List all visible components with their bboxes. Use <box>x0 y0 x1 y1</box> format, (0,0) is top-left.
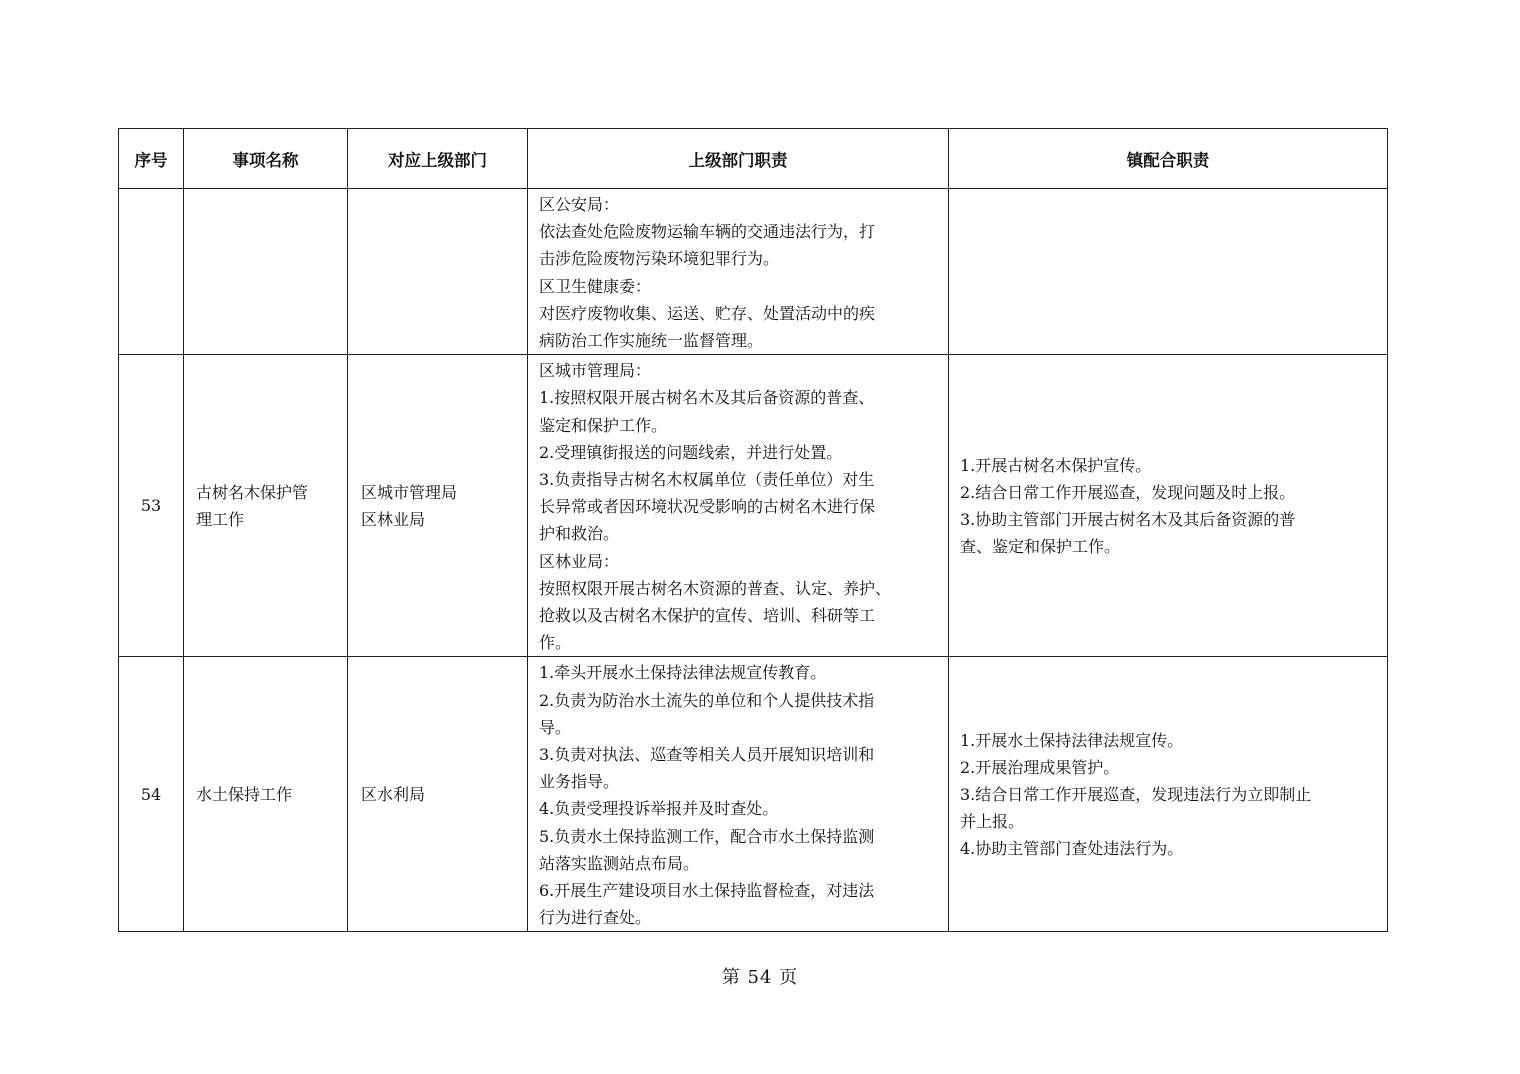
cell-town-duties <box>949 355 1388 657</box>
town-duty-line: 2.结合日常工作开展巡查，发现问题及时上报。 <box>960 482 1296 502</box>
upper-duty-line: 行为进行查处。 <box>539 908 652 928</box>
cell-serial-number <box>119 189 184 355</box>
town-duty-line: 4.协助主管部门查处违法行为。 <box>960 838 1184 858</box>
upper-duty-line: 业务指导。 <box>539 772 620 792</box>
upper-duty-line: 区公安局： <box>539 195 620 214</box>
upper-duty-line: 站落实监测站点布局。 <box>539 853 700 873</box>
duty-table <box>118 128 1388 932</box>
town-duty-line: 1.开展水土保持法律法规宣传。 <box>960 730 1184 750</box>
page-number: 第 54 页 <box>721 967 799 988</box>
town-duty-line: 并上报。 <box>960 811 1025 831</box>
upper-duty-line: 导。 <box>539 717 572 737</box>
table-row <box>119 355 1388 657</box>
item-name-line: 古树名木保护管 <box>196 482 309 502</box>
upper-duty-line: 1.牵头开展水土保持法律法规宣传教育。 <box>539 663 827 683</box>
upper-duty-line: 对医疗废物收集、运送、贮存、处置活动中的疾 <box>539 303 876 323</box>
upper-duty-line: 护和救治。 <box>539 524 620 544</box>
cell-item-name <box>184 189 348 355</box>
upper-duty-line: 2.受理镇街报送的问题线索，并进行处置。 <box>539 442 843 462</box>
header-row <box>119 129 1388 189</box>
cell-serial-number: 53 <box>119 355 184 657</box>
cell-town-duties <box>949 189 1388 355</box>
upper-duty-line: 鉴定和保护工作。 <box>539 415 668 435</box>
cell-item-name <box>184 355 348 657</box>
item-name-line: 水土保持工作 <box>196 784 293 804</box>
cell-upper-department <box>348 355 528 657</box>
upper-duty-line: 4.负责受理投诉举报并及时查处。 <box>539 799 779 819</box>
header-dept: 对应上级部门 <box>348 129 528 189</box>
department-line: 区林业局 <box>361 509 426 529</box>
cell-upper-department <box>348 189 528 355</box>
upper-duty-line: 按照权限开展古树名木资源的普查、认定、养护、 <box>539 578 892 598</box>
upper-duty-line: 3.负责对执法、巡查等相关人员开展知识培训和 <box>539 745 875 765</box>
upper-duty-line: 5.负责水土保持监测工作，配合市水土保持监测 <box>539 826 875 846</box>
cell-item-name <box>184 657 348 932</box>
department-line: 区城市管理局 <box>361 482 458 502</box>
cell-upper-duties <box>528 355 949 657</box>
cell-upper-department <box>348 657 528 932</box>
cell-upper-duties <box>528 657 949 932</box>
town-duty-line: 1.开展古树名木保护宣传。 <box>960 455 1152 475</box>
department-line: 区水利局 <box>361 784 426 804</box>
header-upper-duty: 上级部门职责 <box>528 129 949 189</box>
upper-duty-line: 作。 <box>539 633 572 653</box>
upper-duty-line: 病防治工作实施统一监督管理。 <box>539 331 764 351</box>
item-name-line: 理工作 <box>196 509 245 529</box>
cell-town-duties <box>949 657 1388 932</box>
upper-duty-line: 抢救以及古树名木保护的宣传、培训、科研等工 <box>539 606 876 626</box>
town-duty-line: 3.协助主管部门开展古树名木及其后备资源的普 <box>960 509 1296 529</box>
upper-duty-line: 区卫生健康委： <box>539 276 652 296</box>
upper-duty-line: 区林业局： <box>539 551 620 571</box>
town-duty-line: 3.结合日常工作开展巡查，发现违法行为立即制止 <box>960 784 1312 804</box>
table-row <box>119 189 1388 355</box>
cell-upper-duties <box>528 189 949 355</box>
upper-duty-line: 依法查处危险废物运输车辆的交通违法行为，打 <box>539 222 876 242</box>
header-no: 序号 <box>119 129 184 189</box>
town-duty-line: 2.开展治理成果管护。 <box>960 757 1120 777</box>
cell-serial-number: 54 <box>119 657 184 932</box>
upper-duty-line: 2.负责为防治水土流失的单位和个人提供技术指 <box>539 690 875 710</box>
upper-duty-line: 1.按照权限开展古树名木及其后备资源的普查、 <box>539 388 875 408</box>
upper-duty-line: 3.负责指导古树名木权属单位（责任单位）对生 <box>539 470 875 490</box>
upper-duty-line: 击涉危险废物污染环境犯罪行为。 <box>539 249 780 269</box>
header-name: 事项名称 <box>184 129 348 189</box>
upper-duty-line: 长异常或者因环境状况受影响的古树名木进行保 <box>539 497 876 517</box>
upper-duty-line: 区城市管理局： <box>539 361 652 381</box>
header-town-duty: 镇配合职责 <box>949 129 1388 189</box>
table-row <box>119 657 1388 932</box>
town-duty-line: 查、鉴定和保护工作。 <box>960 536 1121 556</box>
upper-duty-line: 6.开展生产建设项目水土保持监督检查，对违法 <box>539 881 875 901</box>
